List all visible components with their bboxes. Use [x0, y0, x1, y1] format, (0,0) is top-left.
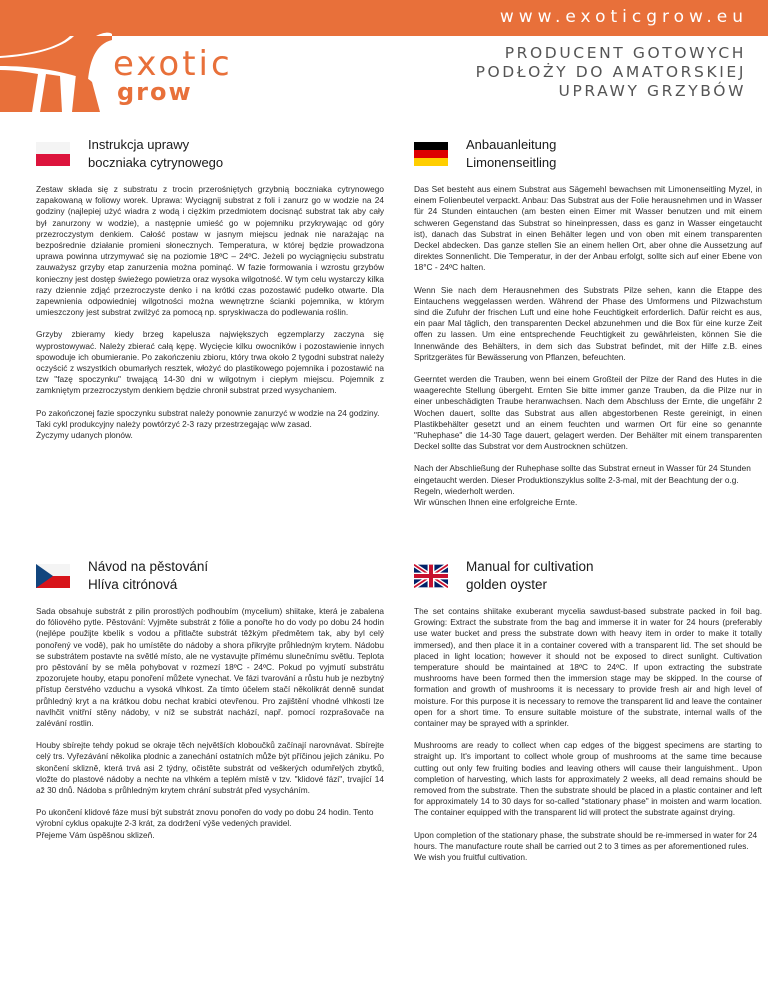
- title-line-2: Hlíva citrónová: [88, 577, 178, 592]
- logo-word-exotic: exotic: [113, 44, 233, 84]
- paragraph: The set contains shiitake exuberant mycelia sawdust-based substrate packed in foil bag. Growing: Extract the substrate from the bag and immerse it in water for 24 hours (preferably use water bucket and press the substrate down with heavy item in order to make it totally immersed), and then place it in a container covered with a transparent lid. The set should be placed in light location; however it should not be exposed to direct sunlight. Cultivation temperature should be maintained at 18ºC to 24ºC. If upon extracting the substrate mushrooms have been formed then the immersion stage may be skipped. In the course of formation and growth of mushrooms it is necessary to provide fresh air and high level of moisture. For this purpose it is necessary to remove the transparent lid and leave the container open for a short time. To ensure suitable moisture of the substrate, internal walls of the container may be sprayed with a sprinkler.: [414, 606, 762, 729]
- paragraph: Nach der Abschließung der Ruhephase sollte das Substrat erneut in Wasser für 24 Stunden eingetaucht werden. Dieser Produktionszyklus sollte 2-3-mal, mit der Beachtung der o.g. Regeln, wiederholt werden.: [414, 463, 751, 496]
- section-heading: [414, 134, 762, 176]
- website-url[interactable]: www.exoticgrow.eu: [499, 7, 748, 27]
- title-line-2: boczniaka cytrynowego: [88, 155, 224, 170]
- title-line-1: Návod na pěstování: [88, 559, 209, 574]
- paragraph: Geerntet werden die Trauben, wenn bei einem Großteil der Pilze der Rand des Hutes in die waagerechte Stellung übergeht. Ernten Sie bitte immer ganze Trauben, da die Pilze nur in einer unbeschädigten Traube heranwachsen. Nach dem Abschluss der Ernte, die ungefähr 2 Wochen dauert, sollte das Substrat aus allen abgestorbenen Reste gereinigt, in einen Plastikbehälter gesetzt und an einem feuchten und warmen Ort für eine so genannte "Ruhephase" die 14-30 Tage dauert, gelagert werden. Der Behälter mit einem transparenten Deckel sollte das Substrat vor dem Austrocknen schützen.: [414, 374, 762, 452]
- section-german: [414, 134, 762, 508]
- section-heading: [36, 556, 384, 598]
- paragraph: Wir wünschen Ihnen eine erfolgreiche Ernte.: [414, 497, 578, 508]
- poland-flag-icon: [36, 142, 70, 166]
- title-line-1: Anbauanleitung: [466, 137, 557, 152]
- tagline-line-2: PODŁOŻY DO AMATORSKIEJ: [475, 63, 746, 81]
- paragraph: Wenn Sie nach dem Herausnehmen des Substrats Pilze sehen, kann die Etappe des Eintauchens weggelassen werden. Während der Phase des Umformens und Pilzwachstum sind die Zufuhr der frischen Luft und eine hohe Feuchtigkeit erforderlich. Dafür reicht es aus, ein paar Mal täglich, den transparenten Deckel abzunehmen und die Box für eine kurze Zeit offen zu lassen. Um eine entsprechende Feuchtigkeit zu gewährleisten, können Sie die Innenwände des Behälters, in dem sich das Substrat befindet, mit der Hilfe z.B. eines Spritzgerätes für Bewässerung von Pflanzen, befeuchten.: [414, 284, 762, 362]
- paragraph: Po ukončení klidové fáze musí být substrát znovu ponořen do vody po dobu 24 hodin. Tento výrobní cyklus opakujte 2-3 krát, za dodržení výše vedených pravidel.: [36, 807, 374, 829]
- section-body: [36, 606, 384, 841]
- paragraph: Mushrooms are ready to collect when cap edges of the biggest specimens are starting to straight up. It's important to collect whole group of mushrooms at the same time because cutting out only few fruiting bodies and leaving others will cause their languishment.. Upon completion of harvesting, which lasts for approximately 2 weeks, all dead remains should be removed from the substrate. Then the substrate should be placed in a plastic container and left for approximately 14 to 30 days for so-called "stationary phase" in moisten and warm location. The container equipped with the transparent lid will protect the substrate against drying.: [414, 740, 762, 818]
- paragraph: Po zakończonej fazie spoczynku substrat należy ponownie zanurzyć w wodzie na 24 godziny. Taki cykl produkcyjny należy powtórzyć 2-3 razy przestrzegając w/w zasad.: [36, 407, 380, 429]
- paragraph: Zestaw składa się z substratu z trocin przerośniętych grzybnią boczniaka cytrynowego zapakowaną w foliowy worek. Uprawa: Wyciągnij substrat z foli i zanurz go w wodzie na 24 godziny (najlepiej użyć wiadra z wodą i ciężkim przedmiotem docisnąć substrat tak aby cały był zanurzony w wodzie), a następnie umieść go w pojemniku przykrywając od góry przezroczystym denkiem. Całość postaw w jasnym miejscu jednak nie narażając na bezpośrednie działanie promieni słonecznych. Temperatura, w której będzie prowadzona uprawa powinna utrzymywać się na poziomie 18ºC – 24ºC. Jeżeli po wyciągnięciu substratu zauważysz grzyby etap zanurzenia można pominąć. W fazie formowania i wzrostu grzybów konieczny jest dostęp świeżego powietrza oraz wysoka wilgotność. W tym celu wystarczy kilka razy dziennie zdjąć przezroczyste denko i na krótki czas pozostawić pudełko otwarte. Dla zapewnienia odpowiedniej wilgotności można wewnętrzne ścianki pojemnika, w którym umieszczony jest substrat zwilżyć za pomocą np. spryskiwacza do podlewania roślin.: [36, 184, 384, 318]
- logo-mushroom-icon: [0, 0, 112, 112]
- paragraph: Upon completion of the stationary phase, the substrate should be re-immersed in water for 24 hours. The manufacture route shall be carried out 2 to 3 times as per aforementioned rules.: [414, 829, 758, 851]
- section-body: [414, 606, 762, 863]
- paragraph: Das Set besteht aus einem Substrat aus Sägemehl bewachsen mit Limonenseitling Myzel, in einem Folienbeutel verpackt. Anbau: Das Substrat aus der Folie herausnehmen und in Wasser für 24 Stunden eintauchen (am besten einen Eimer mit Wasser benutzen und mit einem schweren Gegenstand das Substrat so hineinpressen, dass es ganz in Wasser eingetaucht ist), danach das Substrat in einen Behälter legen und von oben mit einem transparenten Deckel abdecken. Das ganze stellen Sie an einem hellen Ort, aber ohne die Aussetzung auf direktes Sonnenlicht. Die Temperatur, in der der Anbau erfolgt, sollte sich auf einer Ebene von 18°C - 24ºC halten.: [414, 184, 762, 273]
- paragraph: Přejeme Vám úspěšnou sklizeň.: [36, 829, 155, 840]
- section-polish: [36, 134, 384, 441]
- title-line-1: Instrukcja uprawy: [88, 137, 190, 152]
- section-body: [414, 184, 762, 508]
- uk-flag-icon: [414, 564, 448, 588]
- paragraph: Sada obsahuje substrát z pilin prorostlých podhoubím (mycelium) shiitake, která je zabalena do fóliového pytle. Pěstování: Vyjměte substrát z fólie a ponořte ho do vody po dobu 24 hodin (nejlépe použijte kbelík s vodou a přitlačte substrát těžkým předmětem tak, aby byl celý ponořený ve vodě), pak ho umístěte do nádoby a shora přikryjte průhledným krytem. Nádobu se substrátem postavte na světlé místo, ale ne vystavujte přímému slunečnímu světlu. Teplota pro pěstování by se měla pohybovat v rozmezí 18ºC - 24ºC. Pokud po vyjmutí substrátu zpozorujete houby, etapu ponoření můžete vynechat. Ve fázi tvarování a růstu hub je nezbytný přístup čerstvého vzduchu a vysoká vlhkost. Za tímto účelem stačí několikrát denně sundat průhledný kryt a na krátkou dobu nechat krabici otevřenou. Pro zajištění vhodné vlhkosti lze navlhčit vnitřní stěny nádoby, v níž se substrát nachází, např. pomocí rozprašovače na zalévání rostlin.: [36, 606, 384, 729]
- section-body: [36, 184, 384, 441]
- title-line-1: Manual for cultivation: [466, 559, 594, 574]
- germany-flag-icon: [414, 142, 448, 166]
- section-heading: [414, 556, 762, 598]
- section-title: [88, 136, 223, 172]
- section-heading: [36, 134, 384, 176]
- section-title: [88, 558, 208, 594]
- logo-word-grow: grow: [117, 78, 193, 106]
- section-title: [466, 136, 556, 172]
- section-english: [414, 556, 762, 863]
- title-line-2: golden oyster: [466, 577, 548, 592]
- paragraph: Houby sbírejte tehdy pokud se okraje těch největších kloboučků začínají narovnávat. Sbírejte celý trs. Vyřezávání několika plodnic a zanechání ostatních může být příčinou jejich zániku. Po skončení sklizně, která trvá asi 2 týdny, očistěte substrát od veškerých odumřelých zbytků, vložte do plastové nádoby a nechte na vlhkém a teplém místě v tzv. "klidové fázi", trvající 14 až 30 dnů. Nádoba s průhledným krytem chrání substrát před vysycháním.: [36, 740, 384, 796]
- section-title: [466, 558, 594, 594]
- title-line-2: Limonenseitling: [466, 155, 557, 170]
- page-header: [0, 0, 768, 112]
- section-czech: [36, 556, 384, 841]
- paragraph: We wish you fruitful cultivation.: [414, 852, 528, 863]
- czech-flag-icon: [36, 564, 70, 588]
- paragraph: Życzymy udanych plonów.: [36, 430, 133, 441]
- tagline: [476, 44, 746, 101]
- tagline-line-3: UPRAWY GRZYBÓW: [558, 82, 746, 100]
- header-bar: [0, 0, 768, 36]
- tagline-line-1: PRODUCENT GOTOWYCH: [504, 44, 746, 62]
- paragraph: Grzyby zbieramy kiedy brzeg kapelusza największych egzemplarzy zaczyna się wyprostowywać. Należy zbierać całą kępę. Wycięcie kilku owocników i pozostawienie innych spowoduje ich obumieranie. Po zakończeniu zbioru, który trwa około 2 tygodni substrat należy oczyścić z wszystkich obumarłych resztek, włożyć do plastikowego pojemnika i pozostawić na tzw "fazę spoczynku" trwającą 14-30 dni w wilgotnym i ciepłym miejscu. Pojemnik z zamkniętym przezroczystym denkiem będzie chronił substrat przed wysychaniem.: [36, 329, 384, 396]
